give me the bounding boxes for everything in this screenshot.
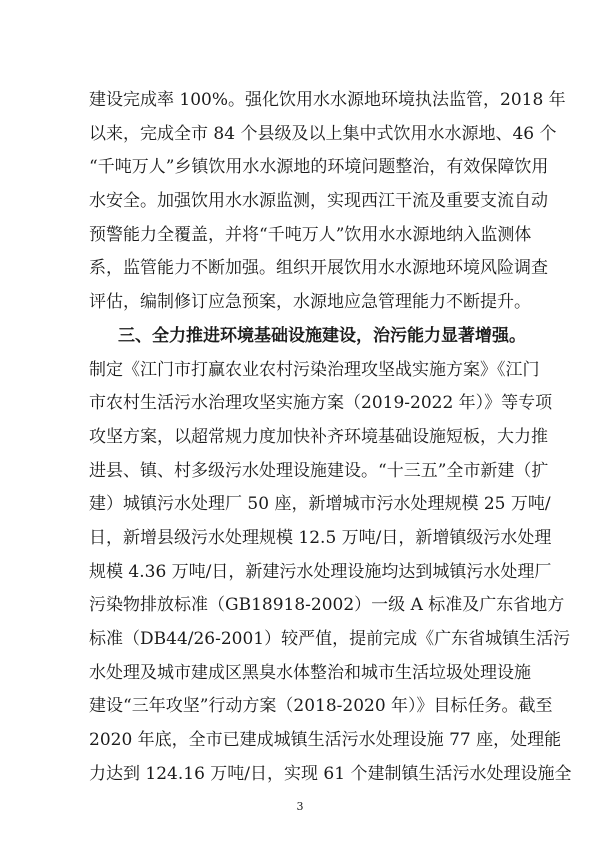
text-line: 进县、镇、村多级污水处理设施建设。“十三五”全市新建（扩: [89, 460, 549, 481]
text-line: 评估，编制修订应急预案，水源地应急管理能力不断提升。: [89, 292, 531, 313]
page-number: 3: [296, 800, 304, 813]
text-line: 建设“三年攻坚”行动方案（2018-2020 年）》目标任务。截至: [89, 696, 553, 717]
text-line: 污染物排放标准（GB18918-2002）一级 A 标准及广东省地方: [89, 595, 565, 616]
text-line: 建设完成率 100%。强化饮用水水源地环境执法监管，2018 年: [89, 90, 566, 110]
text-line: 建）城镇污水处理厂 50 座，新增城市污水处理规模 25 万吨/: [89, 494, 551, 515]
text-line: 市农村生活污水治理攻坚实施方案（2019-2022 年）》等专项: [89, 393, 553, 414]
section-heading: 三、全力推进环境基础设施建设，治污能力显著增强。: [118, 325, 526, 346]
text-line: 2020 年底，全市已建成城镇生活污水处理设施 77 座，处理能: [89, 730, 562, 751]
text-line: 规模 4.36 万吨/日，新建污水处理设施均达到城镇污水处理厂: [89, 561, 552, 582]
text-line: 预警能力全覆盖，并将“千吨万人”饮用水水源地纳入监测体: [89, 224, 532, 245]
text-line: “千吨万人”乡镇饮用水水源地的环境问题整治，有效保障饮用: [89, 157, 549, 178]
text-line: 水处理及城市建成区黑臭水体整治和城市生活垃圾处理设施: [89, 662, 531, 683]
body-text: [89, 84, 572, 791]
text-line: 力达到 124.16 万吨/日，实现 61 个建制镇生活污水处理设施全: [89, 763, 572, 784]
text-line: 水安全。加强饮用水水源监测，实现西江干流及重要支流自动: [89, 191, 548, 212]
text-line: 制定《江门市打赢农业农村污染治理攻坚战实施方案》《江门: [89, 359, 540, 380]
text-line: 系，监管能力不断加强。组织开展饮用水水源地环境风险调查: [89, 258, 548, 279]
text-line: 以来，完成全市 84 个县级及以上集中式饮用水水源地、46 个: [89, 123, 557, 144]
text-line: 标准（DB44/26-2001）较严值，提前完成《广东省城镇生活污: [89, 629, 571, 649]
text-line: 日，新增县级污水处理规模 12.5 万吨/日，新增镇级污水处理: [89, 527, 552, 548]
text-line: 攻坚方案，以超常规力度加快补齐环境基础设施短板，大力推: [89, 426, 548, 447]
